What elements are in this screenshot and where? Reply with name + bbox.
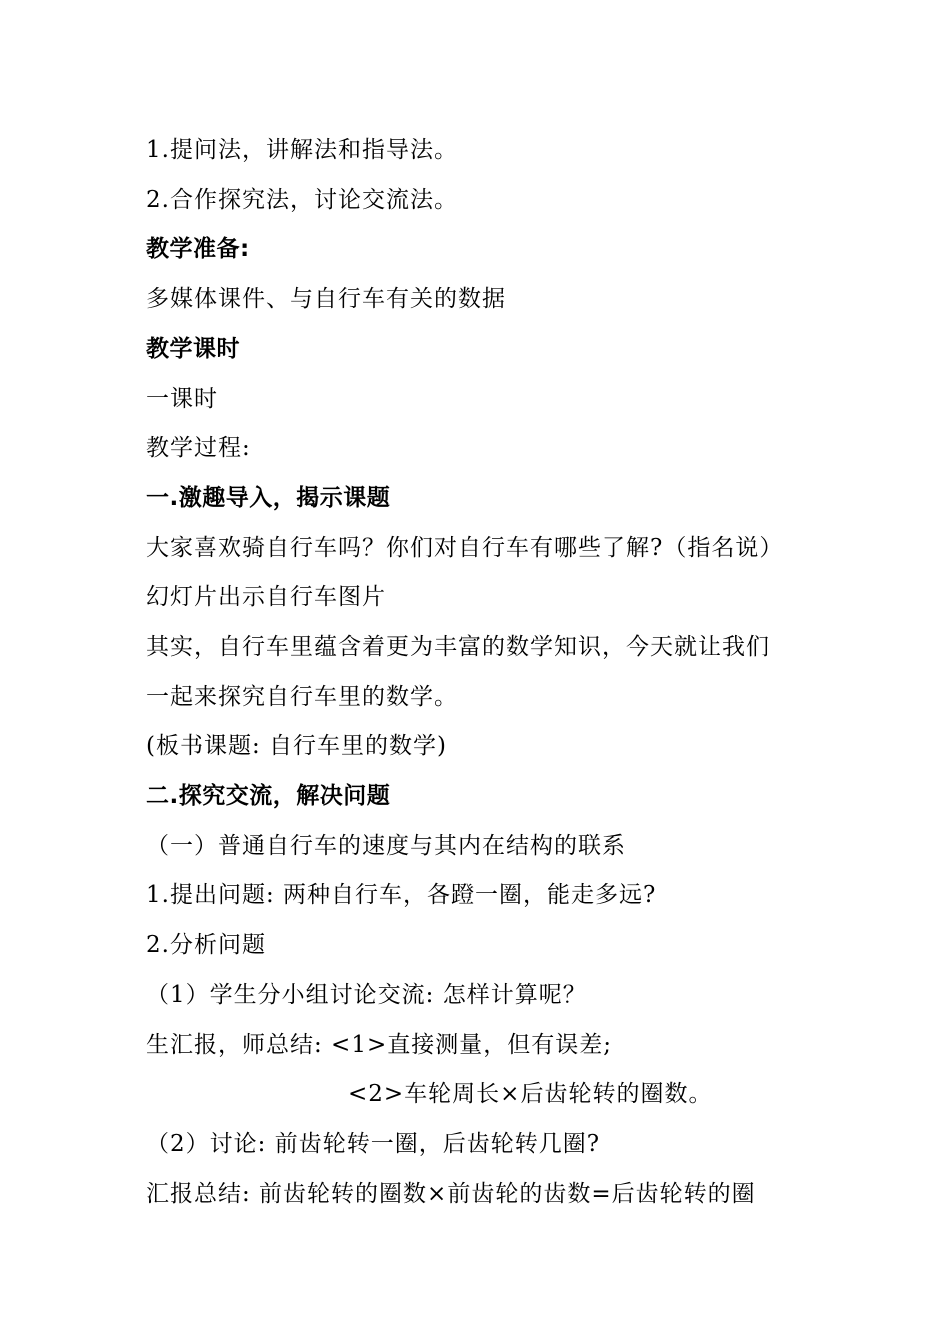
paragraph-line: 大家喜欢骑自行车吗？你们对自行车有哪些了解?（指名说） — [146, 535, 784, 561]
paragraph-line: 汇报总结: 前齿轮转的圈数×前齿轮的齿数=后齿轮转的圈 — [146, 1181, 756, 1207]
paragraph-line: 生汇报，师总结: <1>直接测量，但有误差; — [146, 1032, 612, 1058]
lesson-hours-text: 一课时 — [146, 386, 218, 412]
section-heading-lesson-hours: 教学课时 — [146, 336, 240, 362]
section-label-process: 教学过程: — [146, 435, 251, 461]
preparation-text: 多媒体课件、与自行车有关的数据 — [146, 286, 506, 312]
paragraph-line-indented: <2>车轮周长×后齿轮转的圈数。 — [348, 1081, 713, 1107]
paragraph-line: 一起来探究自行车里的数学。 — [146, 684, 458, 710]
paragraph-line: 其实，自行车里蕴含着更为丰富的数学知识，今天就让我们 — [146, 634, 770, 660]
board-title-note: (板书课题: 自行车里的数学) — [146, 733, 448, 759]
section-heading-part-2: 二.探究交流，解决问题 — [146, 783, 391, 809]
section-heading-part-1: 一.激趣导入，揭示课题 — [146, 485, 391, 511]
paragraph-line: 1.提出问题: 两种自行车，各蹬一圈，能走多远? — [146, 882, 657, 908]
paragraph-line: （2）讨论: 前齿轮转一圈，后齿轮转几圈? — [146, 1131, 601, 1157]
paragraph-line: （1）学生分小组讨论交流: 怎样计算呢？ — [146, 982, 587, 1008]
method-item-1: 1.提问法，讲解法和指导法。 — [146, 137, 458, 163]
paragraph-line: 2.分析问题 — [146, 932, 266, 958]
paragraph-line: 幻灯片出示自行车图片 — [146, 584, 386, 610]
method-item-2: 2.合作探究法，讨论交流法。 — [146, 187, 458, 213]
section-heading-preparation: 教学准备: — [146, 236, 250, 262]
subsection-heading: （一）普通自行车的速度与其内在结构的联系 — [146, 833, 626, 859]
